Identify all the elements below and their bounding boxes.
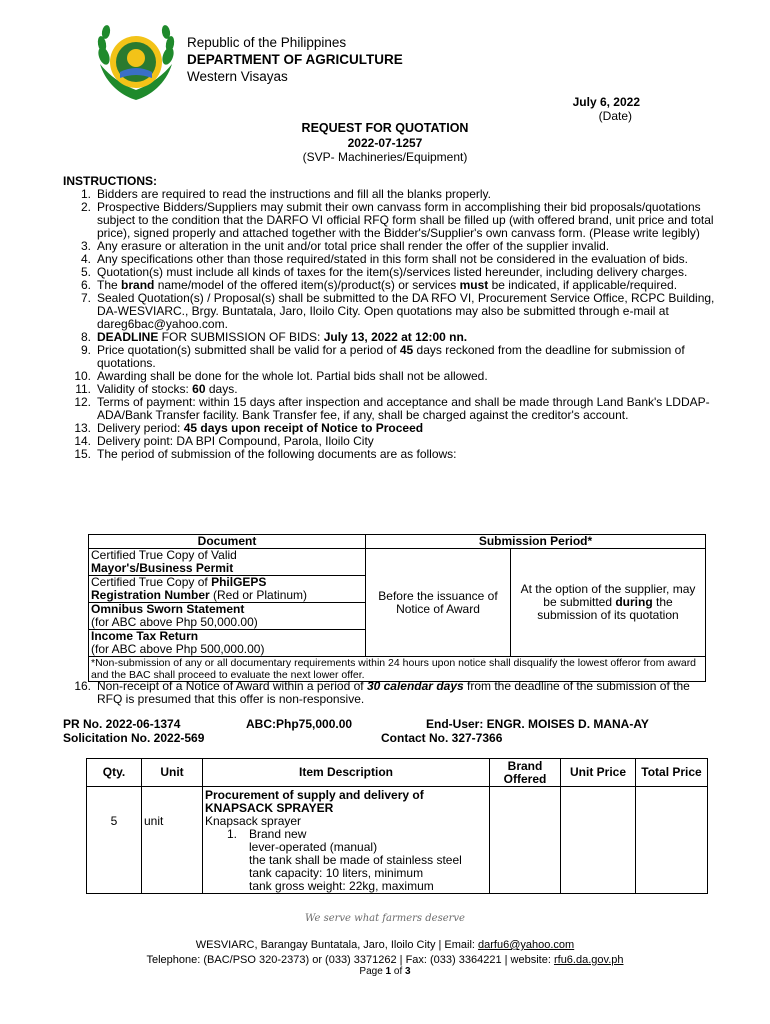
instruction-item: 7. Sealed Quotation(s) / Proposal(s) shall be submitted to the DA RFO VI, Procurement Service Office, RCPC Building, DA-WESVIARC., Brgy. Buntatala, Jaro, Iloilo City. Open quotations may also be submitted through e-mail at dareg6bac@yahoo.com. (80, 291, 715, 331)
col-brand: Brand Offered (490, 759, 561, 787)
item-description (203, 787, 490, 894)
period-before-award: Before the issuance of Notice of Award (366, 549, 511, 657)
page-number: Page 1 of 3 (359, 966, 411, 977)
spec-line: tank capacity: 10 liters, minimum (249, 866, 424, 880)
spec-line: lever-operated (manual) (249, 840, 378, 854)
agency-republic: Republic of the Philippines (187, 35, 347, 50)
col-total-price: Total Price (636, 759, 708, 787)
abc-amount: ABC:Php75,000.00 (246, 717, 353, 731)
doc-mayors-permit: Certified True Copy of Valid Mayor's/Business Permit (89, 549, 366, 576)
item-name: Knapsack sprayer (205, 814, 302, 828)
instruction-item: 3. Any erasure or alteration in the unit and/or total price shall render the offer of the supplier invalid. (80, 239, 610, 253)
period-optional: At the option of the supplier, may be submitted during the submission of its quotation (511, 549, 706, 657)
item-total-price-cell[interactable] (636, 787, 708, 894)
instruction-item: 12. Terms of payment: within 15 days after inspection and acceptance and shall be made through Land Bank's LDDAP-ADA/Bank Transfer facility. Bank Transfer fee, if any, shall be charged against the creditor's account. (74, 395, 710, 422)
procurement-title: Procurement of supply and delivery of KNAPSACK SPRAYER (205, 788, 424, 815)
email-link[interactable]: darfu6@yahoo.com (478, 939, 575, 951)
col-unit: Unit (142, 759, 203, 787)
agency-header (187, 34, 403, 85)
instruction-item: 13. Delivery period: 45 days upon receipt of Notice to Proceed (74, 421, 424, 435)
instruction-item: 2. Prospective Bidders/Suppliers may submit their own canvass form in accomplishing their bid proposals/quotations subject to the condition that the DARFO VI official RFQ form shall be filled up (with offered brand, unit price and total price), signed properly and attached together with the Bidder's/Supplier's own canvass form. (Please write legibly) (80, 200, 714, 240)
footer-contact: WESVIARC, Barangay Buntatala, Jaro, Iloilo City | Email: darfu6@yahoo.com Telephone: (BAC/PSO 320-2373) or (033) 3371262 | Fax: (033) 3364221 | website: rfu6.da.gov.ph (146, 939, 624, 966)
doc-omnibus: Omnibus Sworn Statement (for ABC above Php 50,000.00) (89, 603, 366, 630)
item-brand-cell[interactable] (490, 787, 561, 894)
spec-line: tank gross weight: 22kg, maximum (249, 879, 434, 893)
agency-region: Western Visayas (187, 69, 288, 84)
spec-line: Brand new (249, 827, 307, 841)
doc-income-tax: Income Tax Return (for ABC above Php 500,000.00) (89, 630, 366, 657)
item-specs: 1. Brand new lever-operated (manual) the tank shall be made of stainless steel tank capacity: 10 liters, minimum tank gross weight: 22kg, maximum (205, 828, 487, 893)
instruction-16: 16. Non-receipt of a Notice of Award within a period of 30 calendar days from the deadline of the submission of the RFQ is presumed that this offer is non-responsive. (74, 679, 690, 706)
end-user: End-User: ENGR. MOISES D. MANA-AY (426, 717, 649, 731)
instruction-item: 15. The period of submission of the following documents are as follows: (74, 447, 457, 461)
item-unit-price-cell[interactable] (561, 787, 636, 894)
agency-name: DEPARTMENT OF AGRICULTURE (187, 52, 403, 67)
col-description: Item Description (203, 759, 490, 787)
item-unit: unit (142, 787, 203, 894)
instruction-item: 11. Validity of stocks: 60 days. (75, 382, 238, 396)
instruction-item: 6. The brand name/model of the offered item(s)/product(s) or services must be indicated, if applicable/required. (80, 278, 678, 292)
instruction-item: 1. Bidders are required to read the instructions and fill all the blanks properly. (80, 187, 491, 201)
instruction-item: 9. Price quotation(s) submitted shall be valid for a period of 45 days reckoned from the deadline for submission of quotations. (80, 343, 685, 370)
document-date-label: (Date) (598, 109, 632, 123)
instruction-item: 10. Awarding shall be done for the whole lot. Partial bids shall not be allowed. (74, 369, 488, 383)
footer-motto: We serve what farmers deserve (305, 913, 465, 924)
item-qty: 5 (87, 787, 142, 894)
documents-header-period: Submission Period* (366, 535, 706, 549)
instructions-list (63, 188, 723, 461)
document-date: July 6, 2022 (572, 95, 640, 109)
rfq-category: (SVP- Machineries/Equipment) (302, 150, 468, 164)
instructions-section (63, 175, 723, 461)
spec-line: the tank shall be made of stainless steel (249, 853, 462, 867)
col-qty: Qty. (87, 759, 142, 787)
website-link[interactable]: rfu6.da.gov.ph (553, 954, 624, 966)
col-unit-price: Unit Price (561, 759, 636, 787)
document-title: REQUEST FOR QUOTATION (301, 121, 469, 135)
instruction-item: 4. Any specifications other than those required/stated in this form shall not be considered in the evaluation of bids. (80, 252, 689, 266)
doc-philgeps: Certified True Copy of PhilGEPS Registration Number (Red or Platinum) (89, 576, 366, 603)
instruction-item: 5. Quotation(s) must include all kinds of taxes for the item(s)/services listed hereunder, including delivery charges. (80, 265, 688, 279)
documents-note: *Non-submission of any or all documentary requirements within 24 hours upon notice shall disqualify the lowest offeror from award and the BAC shall proceed to evaluate the next lower offer. (89, 657, 706, 682)
pr-number: PR No. 2022-06-1374 (63, 717, 181, 731)
instruction-item: 8. DEADLINE FOR SUBMISSION OF BIDS: July 13, 2022 at 12:00 nn. (80, 330, 468, 344)
instruction-item: 14. Delivery point: DA BPI Compound, Parola, Iloilo City (74, 434, 374, 448)
solicitation-number: Solicitation No. 2022-569 (63, 731, 205, 745)
department-of-agriculture-seal-icon (92, 20, 180, 108)
documents-table (88, 534, 706, 682)
items-table (86, 758, 708, 894)
rfq-number: 2022-07-1257 (347, 136, 423, 150)
documents-header-document: Document (89, 535, 366, 549)
contact-number: Contact No. 327-7366 (381, 731, 503, 745)
instructions-heading: INSTRUCTIONS: (63, 174, 157, 188)
